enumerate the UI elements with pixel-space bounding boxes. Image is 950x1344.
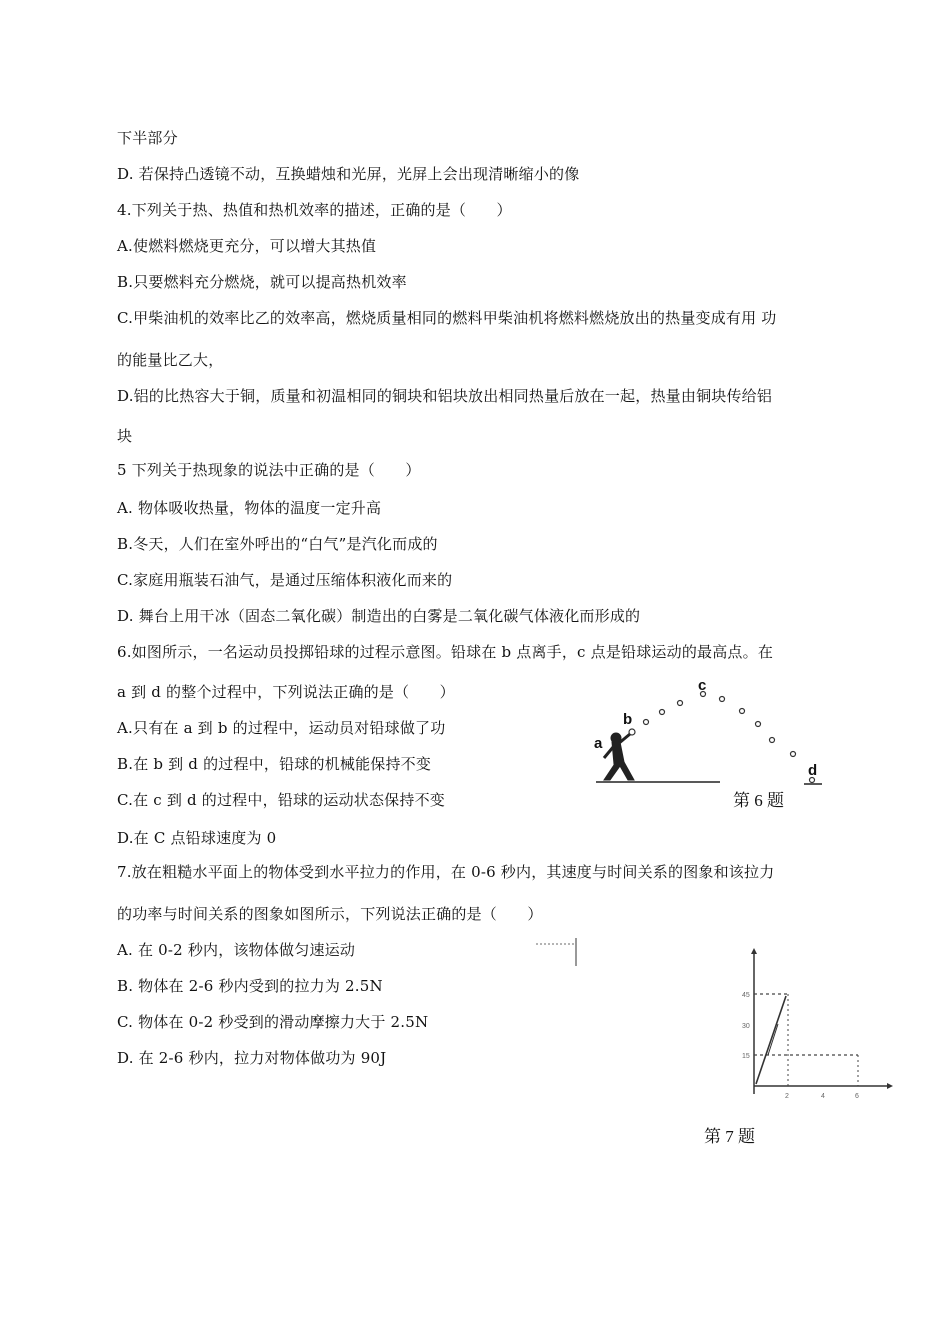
point-label-a: a (594, 735, 603, 752)
speed-time-graph-fragment (534, 936, 584, 970)
question-6-stem: 6.如图所示，一名运动员投掷铅球的过程示意图。铅球在 b 点离手，c 点是铅球运动的最高点。在 (117, 643, 774, 661)
option-b: B. 物体在 2-6 秒内受到的拉力为 2.5N (117, 977, 383, 995)
text-line: 的能量比乙大， (117, 351, 224, 369)
option-d: D. 舞台上用干冰（固态二氧化碳）制造出的白雾是二氧化碳气体液化而形成的 (117, 607, 641, 625)
option-b: B.冬天，人们在室外呼出的“白气”是汽化而成的 (117, 535, 438, 553)
option-d: D. 在 2-6 秒内，拉力对物体做功为 90J (117, 1049, 387, 1067)
option-d: D.铝的比热容大于铜，质量和初温相同的铜块和铝块放出相同热量后放在一起，热量由铜块传给铝 (117, 387, 773, 405)
text-line: 下半部分 (117, 129, 178, 147)
figure-6-caption: 第 6 题 (733, 791, 784, 810)
text-line: 的功率与时间关系的图象如图所示，下列说法正确的是（ ） (117, 905, 543, 923)
option-a: A. 物体吸收热量，物体的温度一定升高 (117, 499, 382, 517)
text-line: D. 若保持凸透镜不动，互换蜡烛和光屏，光屏上会出现清晰缩小的像 (117, 165, 580, 183)
x-tick-label: 4 (821, 1093, 825, 1100)
power-time-graph (738, 944, 898, 1104)
x-tick-label: 2 (785, 1093, 789, 1100)
y-tick-label: 30 (742, 1023, 750, 1030)
option-c: C.在 c 到 d 的过程中，铅球的运动状态保持不变 (117, 791, 445, 809)
option-a: A.使燃料燃烧更充分，可以增大其热值 (117, 237, 377, 255)
option-c: C.甲柴油机的效率比乙的效率高，燃烧质量相同的燃料甲柴油机将燃料燃烧放出的热量变成有用 功 (117, 309, 777, 327)
option-c: C.家庭用瓶装石油气，是通过压缩体积液化而来的 (117, 571, 453, 589)
figure-7-caption: 第 7 题 (704, 1127, 755, 1146)
y-tick-label: 45 (742, 992, 750, 999)
shot-put-figure (590, 676, 830, 791)
question-5-stem: 5 下列关于热现象的说法中正确的是（ ） (117, 461, 421, 479)
option-d: D.在 C 点铅球速度为 0 (117, 829, 277, 847)
text-line: 块 (117, 427, 133, 445)
option-b: B.只要燃料充分燃烧，就可以提高热机效率 (117, 273, 407, 291)
point-label-c: c (698, 677, 707, 694)
y-tick-label: 15 (742, 1053, 750, 1060)
option-c: C. 物体在 0-2 秒受到的滑动摩擦力大于 2.5N (117, 1013, 429, 1031)
athlete-figure (604, 733, 634, 780)
x-tick-label: 6 (855, 1093, 859, 1100)
option-b: B.在 b 到 d 的过程中，铅球的机械能保持不变 (117, 755, 432, 773)
point-label-d: d (808, 762, 818, 779)
question-4-stem: 4.下列关于热、热值和热机效率的描述，正确的是（ ） (117, 201, 512, 219)
question-7-stem: 7.放在粗糙水平面上的物体受到水平拉力的作用，在 0-6 秒内，其速度与时间关系的图象和该拉力 (117, 863, 775, 881)
text-line: a 到 d 的整个过程中，下列说法正确的是（ ） (117, 683, 455, 701)
option-a: A. 在 0-2 秒内，该物体做匀速运动 (117, 941, 356, 959)
option-a: A.只有在 a 到 b 的过程中，运动员对铅球做了功 (117, 719, 446, 737)
trajectory-dots (629, 692, 818, 783)
point-label-b: b (623, 711, 633, 728)
